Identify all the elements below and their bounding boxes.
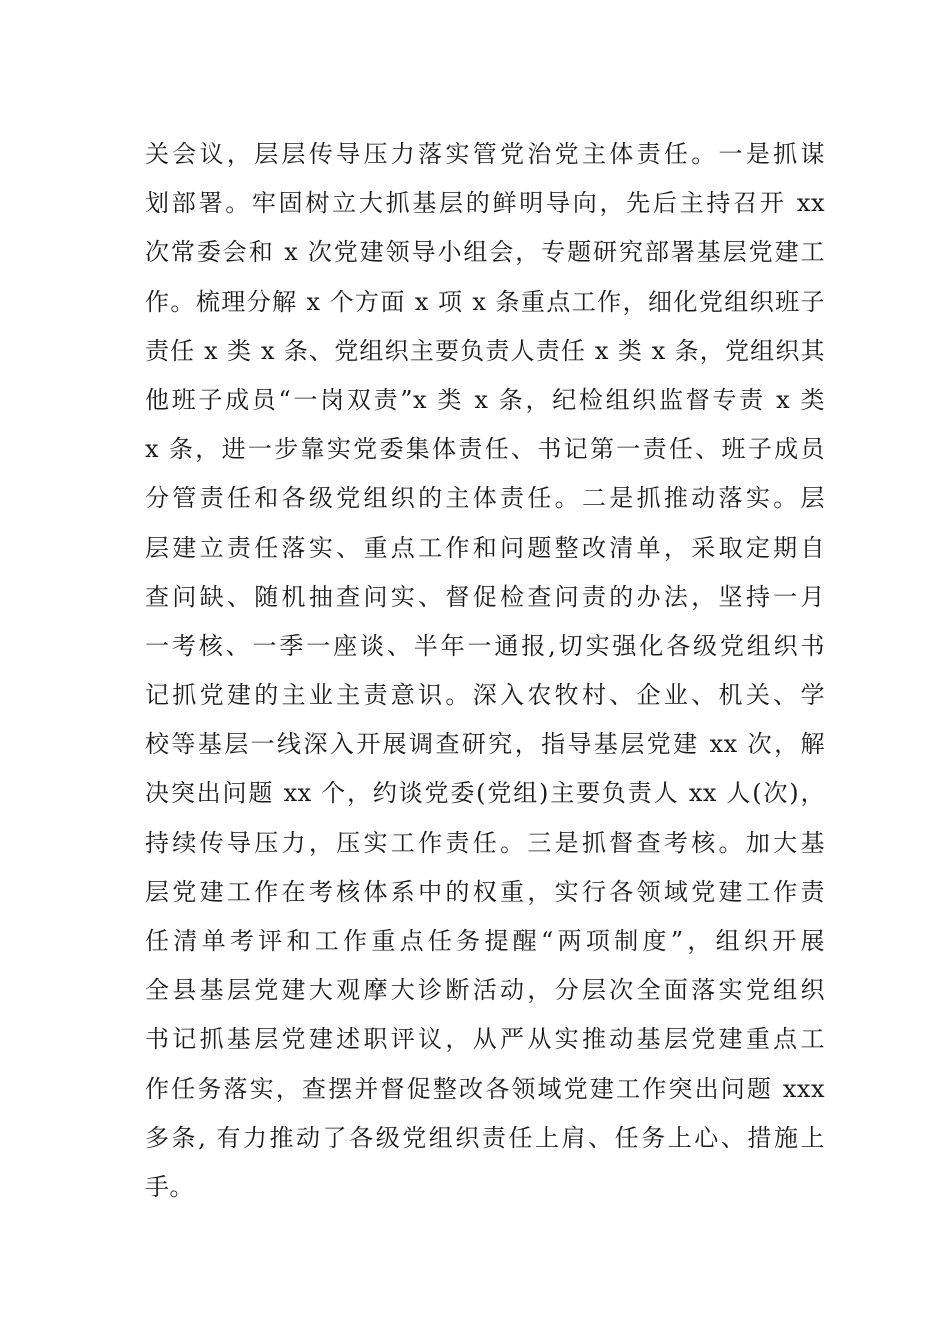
- text-line: 查问缺、随机抽查问实、督促检查问责的办法，坚持一月: [145, 582, 825, 611]
- text-line: 作。梳理分解 x 个方面 x 项 x 条重点工作，细化党组织班子: [145, 287, 825, 316]
- text-line: 手。: [145, 1172, 194, 1201]
- text-line: 校等基层一线深入开展调查研究，指导基层党建 xx 次，解: [145, 730, 825, 759]
- text-line: 作任务落实，查摆并督促整改各领域党建工作突出问题 xxx: [145, 1074, 825, 1103]
- text-line: 一考核、一季一座谈、半年一通报,切实强化各级党组织书: [145, 631, 825, 660]
- text-line: 决突出问题 xx 个，约谈党委(党组)主要负责人 xx 人(次)，: [145, 779, 825, 808]
- text-line: 记抓党建的主业主责意识。深入农牧村、企业、机关、学: [145, 681, 825, 710]
- text-line: x 条，进一步靠实党委集体责任、书记第一责任、班子成员: [145, 435, 825, 464]
- text-line: 层党建工作在考核体系中的权重，实行各领域党建工作责: [145, 877, 825, 906]
- text-line: 次常委会和 x 次党建领导小组会，专题研究部署基层党建工: [145, 238, 825, 267]
- text-line: 多条, 有力推动了各级党组织责任上肩、任务上心、措施上: [145, 1123, 825, 1152]
- text-line: 他班子成员“一岗双责”x 类 x 条，纪检组织监督专责 x 类: [145, 385, 825, 414]
- text-line: 层建立责任落实、重点工作和问题整改清单，采取定期自: [145, 533, 825, 562]
- text-line: 责任 x 类 x 条、党组织主要负责人责任 x 类 x 条，党组织其: [145, 336, 825, 365]
- body-paragraph: [145, 130, 825, 1212]
- text-line: 划部署。牢固树立大抓基层的鲜明导向，先后主持召开 xx: [145, 189, 825, 218]
- text-line: 书记抓基层党建述职评议，从严从实推动基层党建重点工: [145, 1025, 825, 1054]
- text-line: 任清单考评和工作重点任务提醒“两项制度”，组织开展: [145, 927, 825, 955]
- text-line: 持续传导压力，压实工作责任。三是抓督查考核。加大基: [145, 828, 825, 857]
- text-line: 全县基层党建大观摩大诊断活动，分层次全面落实党组织: [145, 976, 825, 1005]
- text-line: 关会议，层层传导压力落实管党治党主体责任。一是抓谋: [145, 140, 825, 168]
- text-line: 分管责任和各级党组织的主体责任。二是抓推动落实。层: [145, 484, 825, 513]
